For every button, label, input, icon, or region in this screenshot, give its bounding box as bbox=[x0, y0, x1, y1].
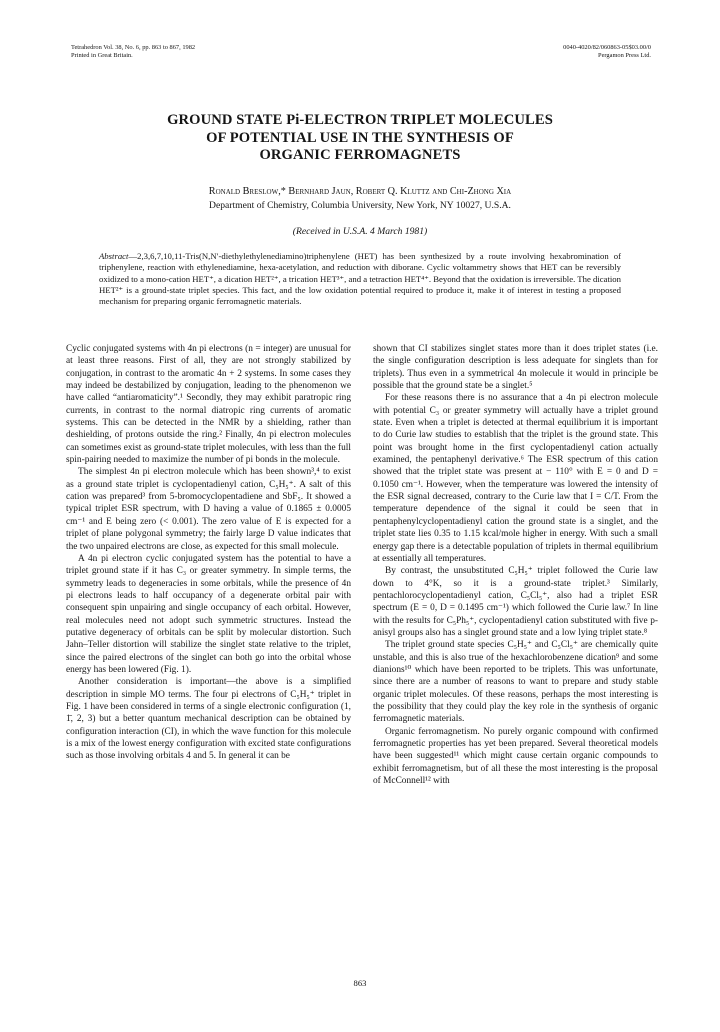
paragraph: For these reasons there is no assurance that a 4n pi electron molecule with potential C₃ or greater symmetry will actually have a triplet ground state. Even when a triplet is detected at thermal equilibrium it is important to do Curie law studies to establish that the triplet is the ground state. This point was brought home in the first cyclopentadienyl cation actually examined, the pentaphenyl derivative.⁶ The ESR spectrum of this cation showed that the triplet state was present at − 110° with E = 0 and D = 0.1050 cm⁻¹. However, when the temperature was lowered the intensity of the ESR signal decreased, contrary to the Curie law that I = C/T. From the temperature dependence of the signal it could be seen that in pentaphenylcyclopentadienyl cation the ground state is a singlet, and the triplet state lies 0.35 to 1.15 kcal/mole higher in energy. With such a small energy gap there is a detectable population of triplets in thermal equilibrium at essentially all temperatures. bbox=[373, 393, 658, 564]
page-number: 863 bbox=[353, 978, 367, 988]
title-line: ORGANIC FERROMAGNETS bbox=[259, 147, 461, 164]
received-date: (Received in U.S.A. 4 March 1981) bbox=[292, 226, 428, 237]
printed-in: Printed in Great Britain. bbox=[71, 52, 133, 59]
paragraph: The simplest 4n pi electron molecule which has been shown³,⁴ to exist as a ground state triplet is cyclopentadienyl cation, C₅H₅⁺. A salt of this cation was prepared³ from 5-bromocyclopentadiene and SbF₅. It showed a typical triplet ESR spectrum, with D having a value of 0.1865 ± 0.0005 cm⁻¹ and E being zero (< 0.001). The zero value of E is expected for a triplet of plane polygonal symmetry; the fairly large D value indicates that the two unpaired electrons are close, as expected for this small molecule. bbox=[66, 467, 351, 552]
author-list: Ronald Breslow,* Bernhard Jaun, Robert Q. Kluttz and Chi-Zhong Xia bbox=[208, 186, 512, 197]
abstract-text: —2,3,6,7,10,11-Tris(N,N′-diethylethylenediamino)triphenylene (HET) has been synthesized by a route involving hexabromination of triphenylene, reaction with ethylenediamine, hexa-acetylation, and reduction with diborane. Cyclic voltammetry shows that HET can be reversibly oxidized to a mono-cation HET⁺, a dication HET²⁺, a trication HET³⁺, and a tetraction HET⁴⁺. Beyond that the oxidation is irreversible. The dication HET²⁺ is a ground-state triplet species. This fact, and the low oxidation potential required to produce it, make it of interest in testing a proposed mechanism for preparing organic ferromagnetic materials. bbox=[99, 251, 621, 307]
paragraph: Cyclic conjugated systems with 4n pi electrons (n = integer) are unusual for at least three reasons. First of all, they are not strongly stabilized by conjugation, in contrast to the aromatic 4n + 2 systems. In some cases they may indeed be destabilized by conjugation, leading to the phenomenon we have called “antiaromaticity”.¹ Secondly, they may exhibit paratropic ring currents, in contrast to the normal diatropic ring currents of aromatic systems. This can be detected in the NMR by a shielding, rather than deshielding, of protons outside the ring.² Finally, 4n pi electron molecules can sometimes exist as ground-state triplet molecules, with less than the full spin-pairing needed to maximize the number of pi bonds in the molecule. bbox=[66, 344, 351, 466]
title-line: OF POTENTIAL USE IN THE SYNTHESIS OF bbox=[206, 129, 514, 146]
right-column bbox=[373, 343, 658, 787]
publisher-name: Pergamon Press Ltd. bbox=[598, 52, 651, 59]
journal-citation: Tetrahedron Vol. 38, No. 6, pp. 863 to 867, 1982 bbox=[71, 44, 196, 51]
article-code: 0040-4020/82/060863-05$03.00/0 bbox=[563, 44, 651, 51]
journal-info bbox=[71, 44, 195, 60]
paragraph: By contrast, the unsubstituted C₅H₅⁺ triplet followed the Curie law down to 4°K, so it is a ground-state triplet.³ Similarly, pentachlorocyclopentadienyl cation, C₅Cl₅⁺, also had a triplet ESR spectrum (E = 0, D = 0.1495 cm⁻¹) which followed the Curie law.⁷ In line with the results for C₅Ph₅⁺, cyclopentadienyl cation substituted with five p-anisyl groups also has a singlet ground state and a low lying triplet state.⁸ bbox=[373, 566, 658, 638]
paragraph: Another consideration is important—the above is a simplified description in simple MO terms. The four pi electrons of C₅H₅⁺ triplet in Fig. 1 have been considered in terms of a single electronic configuration (1, 1̄, 2, 3) but a better quantum mechanical description can be obtained by configuration interaction (CI), in which the wave function for this molecule is a mix of the lowest energy configuration with excited state configurations such as those involving orbitals 4 and 5. In general it can be bbox=[66, 677, 351, 762]
paragraph: Organic ferromagnetism. No purely organic compound with confirmed ferromagnetic properties has yet been prepared. Several theoretical models have been suggested¹¹ which might cause certain organic compounds to exhibit ferromagnetism, but of all these the most interesting is the proposal of McConnell¹² with bbox=[373, 726, 658, 787]
paragraph: The triplet ground state species C₅H₅⁺ and C₅Cl₅⁺ are chemically quite unstable, and this is also true of the hexachlorobenzene dication⁹ and some dianions¹⁰ which have been reported to be triplets. This was unfortunate, since there are a number of reasons to want to prepare and study stable organic triplet molecules. Of these reasons, perhaps the most interesting is the possibility that they could play the key role in the synthesis of organic ferromagnetic materials. bbox=[373, 640, 658, 725]
paragraph: A 4n pi electron cyclic conjugated system has the potential to have a triplet ground state if it has C₃ or greater symmetry. In simple terms, the symmetry leads to degeneracies in some orbitals, while the presence of 4n pi electrons leads to half occupancy of a degenerate orbital pair with consequent spin unpairing and single occupancy of each orbital. However, real molecules need not adopt such symmetric structures. Instead the putative degeneracy of orbitals can be split by molecular distortion. Such Jahn–Teller distortion will stabilize the singlet state relative to the triplet, since the paired electrons of the singlet can both go into the orbital whose energy has been lowered (Fig. 1). bbox=[66, 553, 351, 675]
abstract bbox=[99, 251, 621, 307]
publisher-info bbox=[563, 44, 651, 60]
left-column bbox=[66, 343, 351, 763]
title-line: GROUND STATE Pi-ELECTRON TRIPLET MOLECULES bbox=[167, 112, 553, 128]
article-title bbox=[60, 112, 660, 165]
abstract-label: Abstract bbox=[99, 251, 129, 261]
affiliation: Department of Chemistry, Columbia University, New York, NY 10027, U.S.A. bbox=[209, 200, 511, 211]
paragraph: shown that CI stabilizes singlet states more than it does triplet states (i.e. the single configuration description is less adequate for singlets than for triplets). Thus even in a symmetrical 4n molecule it would in principle be possible that the ground state be a singlet.⁵ bbox=[373, 344, 658, 392]
